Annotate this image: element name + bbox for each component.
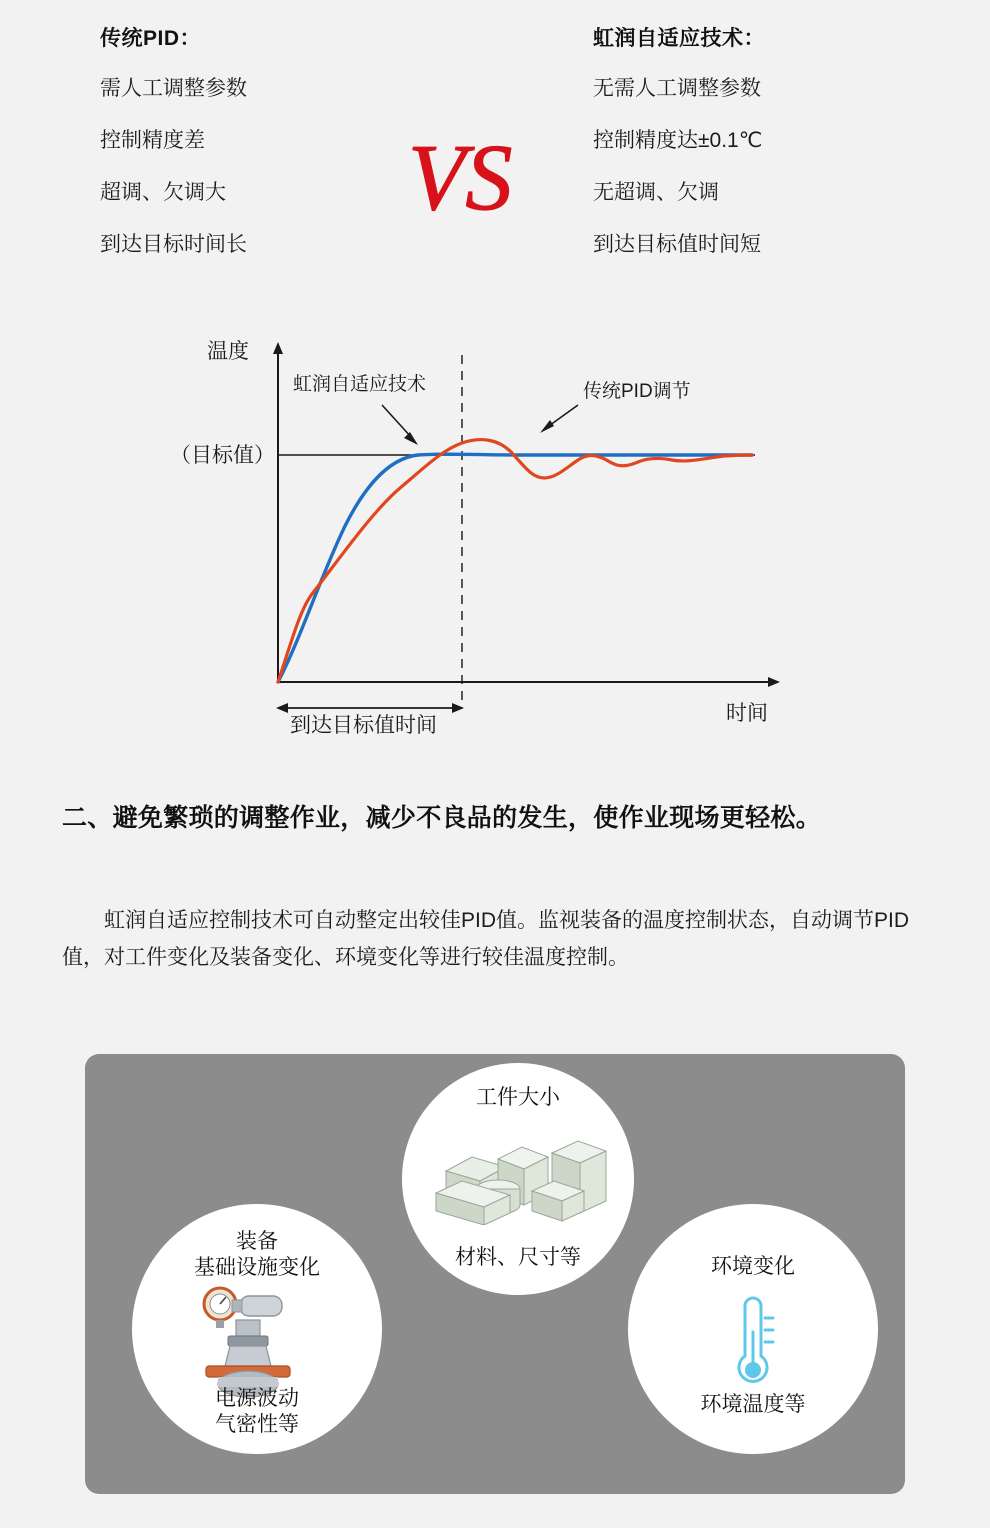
bubble-workpiece-footer: 材料、尺寸等 bbox=[455, 1245, 581, 1269]
comparison-title-traditional: 传统PID： bbox=[100, 27, 202, 50]
comparison-item: 需人工调整参数 bbox=[100, 77, 247, 100]
chart-series-traditional bbox=[278, 440, 752, 682]
bubble-equipment-footer bbox=[132, 1386, 382, 1439]
factors-panel bbox=[85, 1054, 905, 1494]
bubble-equipment-title-line2: 基础设施变化 bbox=[194, 1256, 320, 1280]
blocks-icon bbox=[402, 1115, 634, 1230]
response-curve-chart bbox=[0, 310, 990, 770]
bubble-environment bbox=[628, 1204, 878, 1454]
comparison-column-traditional bbox=[100, 22, 400, 286]
bubble-workpiece bbox=[402, 1063, 634, 1295]
svg-text:VS: VS bbox=[408, 127, 513, 230]
comparison-item: 到达目标值时间短 bbox=[593, 233, 761, 256]
bubble-equipment-title-line1: 装备 bbox=[236, 1230, 278, 1253]
chart-reach-arrow-right bbox=[452, 703, 464, 713]
chart-reach-arrow-left bbox=[276, 703, 288, 713]
chart-x-axis-arrow bbox=[768, 677, 780, 687]
thermometer-icon bbox=[628, 1292, 878, 1407]
comparison-section bbox=[0, 22, 990, 282]
chart-annotation-arrow-traditional bbox=[540, 420, 554, 433]
chart-annotation-arrow-adaptive bbox=[404, 432, 418, 445]
comparison-column-adaptive bbox=[593, 22, 923, 286]
comparison-title-adaptive: 虹润自适应技术： bbox=[593, 27, 765, 50]
section-heading: 二、避免繁琐的调整作业，减少不良品的发生，使作业现场更轻松。 bbox=[62, 804, 822, 832]
comparison-item: 到达目标时间长 bbox=[100, 233, 247, 256]
chart-y-axis-arrow bbox=[273, 342, 283, 354]
bubble-equipment bbox=[132, 1204, 382, 1454]
chart-annotation-traditional: 传统PID调节 bbox=[583, 381, 691, 402]
section-body-text: 虹润自适应控制技术可自动整定出较佳PID值。监视装备的温度控制状态，自动调节PID值，对工件变化及装备变化、环境变化等进行较佳温度控制。 bbox=[62, 909, 910, 969]
bubble-equipment-footer-line1: 电源波动 bbox=[215, 1386, 299, 1410]
comparison-item: 无超调、欠调 bbox=[593, 181, 719, 204]
bubble-workpiece-title: 工件大小 bbox=[476, 1086, 560, 1109]
chart-annotation-leader-adaptive bbox=[382, 405, 412, 438]
chart-series-adaptive bbox=[278, 454, 752, 682]
chart-annotation-adaptive: 虹润自适应技术 bbox=[293, 374, 427, 395]
comparison-item: 控制精度达±0.1℃ bbox=[593, 129, 763, 152]
bubble-environment-footer: 环境温度等 bbox=[700, 1392, 806, 1416]
chart-ylabel: 温度 bbox=[207, 340, 249, 363]
chart-target-label: （目标值） bbox=[170, 444, 275, 467]
chart-xlabel: 时间 bbox=[726, 702, 768, 725]
chart-reach-time-label: 到达目标值时间 bbox=[290, 714, 437, 737]
bubble-environment-title: 环境变化 bbox=[711, 1255, 795, 1278]
vs-badge bbox=[404, 127, 544, 237]
comparison-item: 无需人工调整参数 bbox=[593, 77, 761, 100]
comparison-item: 控制精度差 bbox=[100, 129, 205, 152]
comparison-item: 超调、欠调大 bbox=[100, 181, 226, 204]
bubble-equipment-title bbox=[132, 1229, 382, 1282]
bubble-equipment-footer-line2: 气密性等 bbox=[215, 1412, 299, 1436]
